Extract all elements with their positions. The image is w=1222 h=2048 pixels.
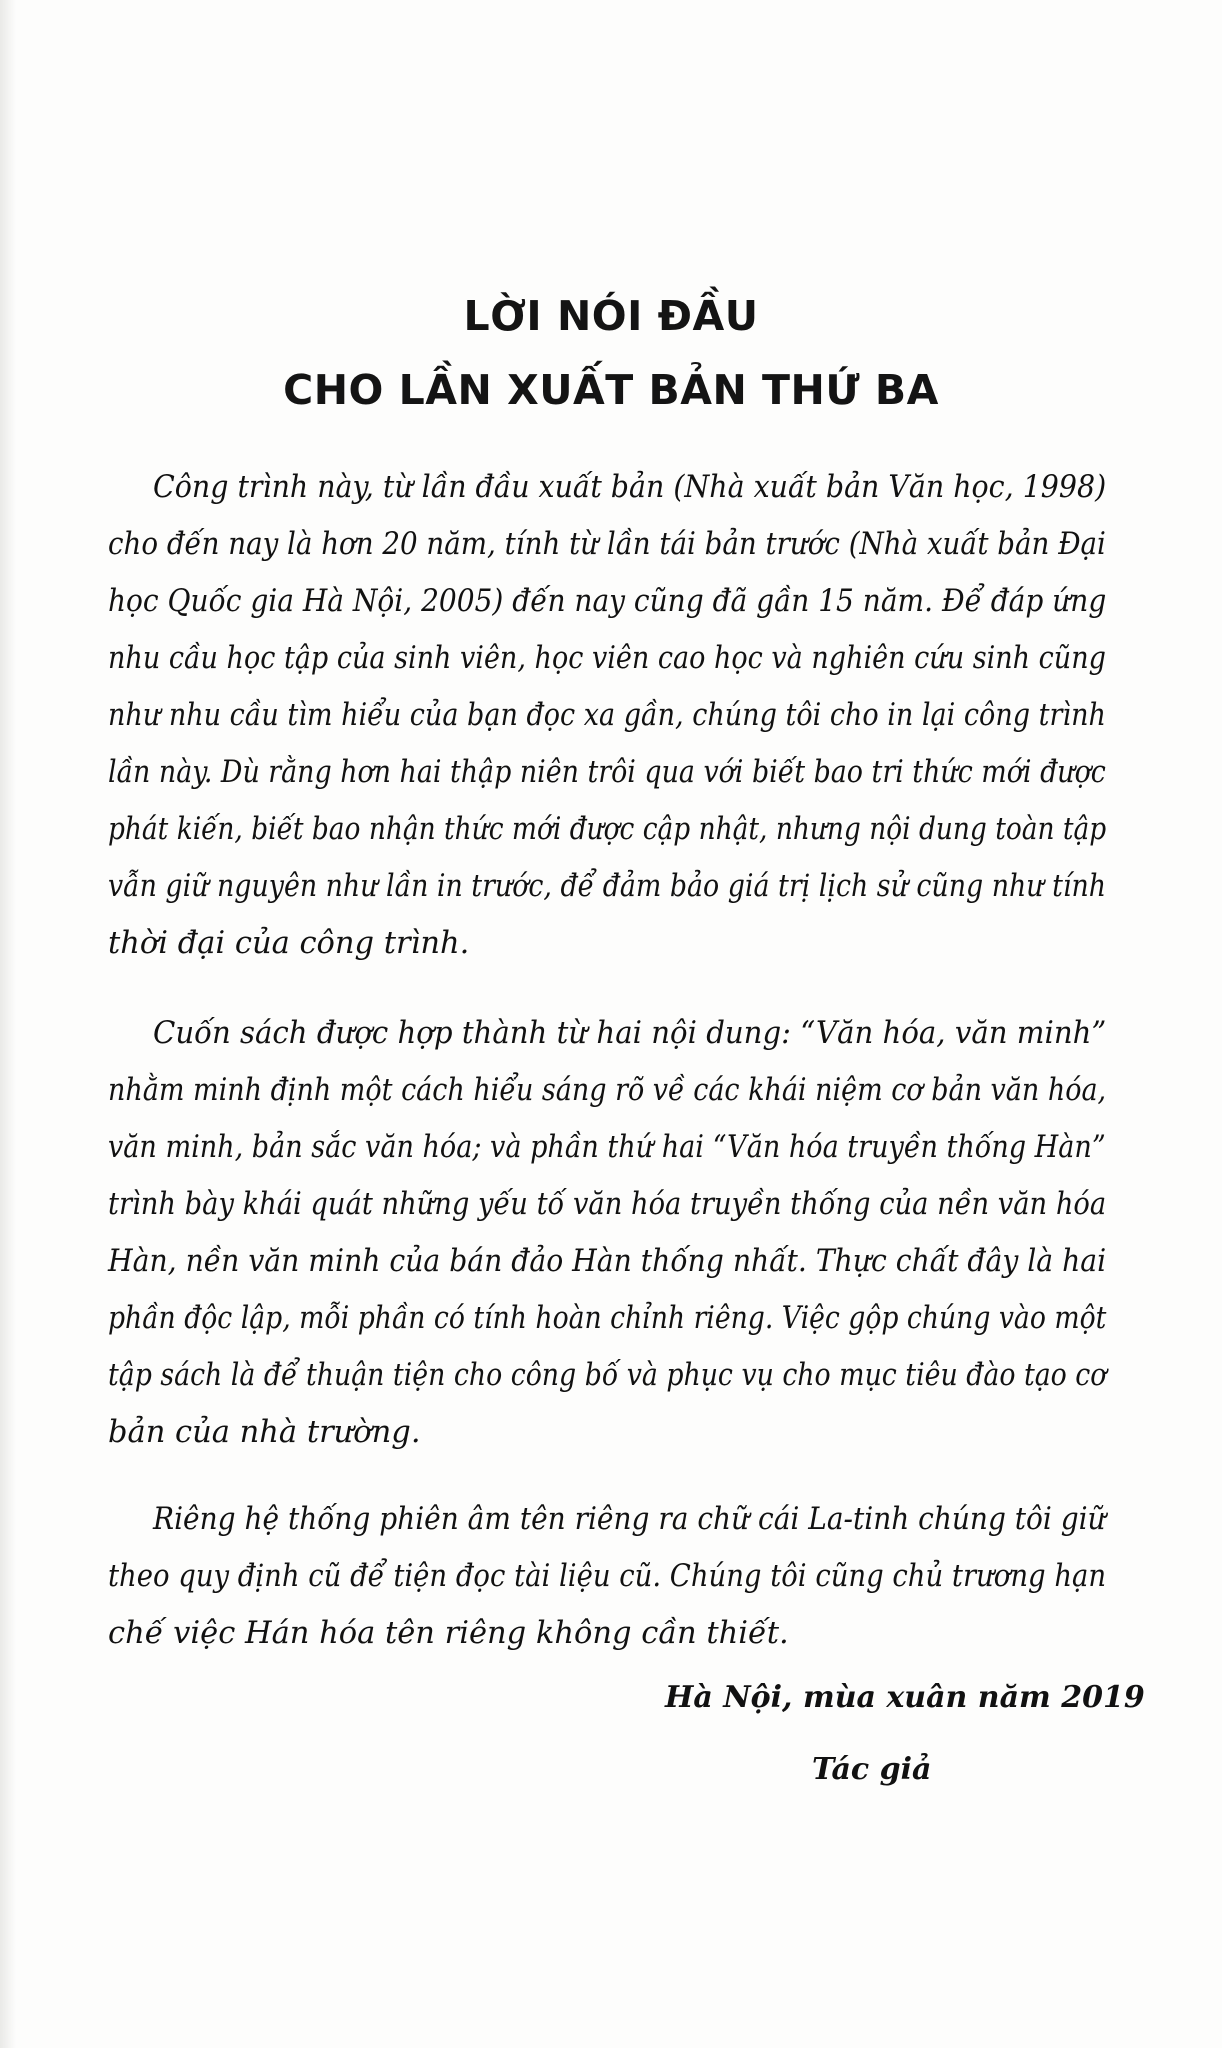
paragraph-line: nhu cầu học tập của sinh viên, học viên cao học và nghiên cứu sinh cũng bbox=[108, 641, 1106, 676]
paragraph-line: thời đại của công trình. bbox=[108, 926, 470, 961]
paragraph-line: cho đến nay là hơn 20 năm, tính từ lần tái bản trước (Nhà xuất bản Đại bbox=[108, 527, 1106, 562]
signature-place-date: Hà Nội, mùa xuân năm 2019 bbox=[665, 1680, 1145, 1715]
paragraph-line: chế việc Hán hóa tên riêng không cần thiết. bbox=[108, 1616, 789, 1651]
paragraph-line: phần độc lập, mỗi phần có tính hoàn chỉnh riêng. Việc gộp chúng vào một bbox=[108, 1301, 1107, 1336]
paragraph-line: Cuốn sách được hợp thành từ hai nội dung: “Văn hóa, văn minh” bbox=[153, 1016, 1107, 1051]
paragraph-line: trình bày khái quát những yếu tố văn hóa truyền thống của nền văn hóa bbox=[108, 1187, 1107, 1222]
heading-line-1: LỜI NÓI ĐẦU bbox=[463, 292, 759, 340]
paragraph-line: Công trình này, từ lần đầu xuất bản (Nhà xuất bản Văn học, 1998) bbox=[153, 470, 1107, 505]
paragraph-line: Riêng hệ thống phiên âm tên riêng ra chữ cái La-tinh chúng tôi giữ bbox=[153, 1502, 1106, 1537]
paragraph-line: nhằm minh định một cách hiểu sáng rõ về các khái niệm cơ bản văn hóa, bbox=[108, 1073, 1107, 1108]
paragraph-line: phát kiến, biết bao nhận thức mới được cập nhật, nhưng nội dung toàn tập bbox=[108, 812, 1107, 847]
paragraph-line: bản của nhà trường. bbox=[108, 1415, 421, 1450]
paragraph-line: theo quy định cũ để tiện đọc tài liệu cũ. Chúng tôi cũng chủ trương hạn bbox=[108, 1559, 1107, 1594]
paragraph-line: vẫn giữ nguyên như lần in trước, để đảm bảo giá trị lịch sử cũng như tính bbox=[108, 869, 1107, 904]
signature-author: Tác giả bbox=[812, 1752, 932, 1787]
paragraph-line: học Quốc gia Hà Nội, 2005) đến nay cũng đã gần 15 năm. Để đáp ứng bbox=[108, 584, 1107, 619]
paragraph-line: Hàn, nền văn minh của bán đảo Hàn thống nhất. Thực chất đây là hai bbox=[108, 1244, 1107, 1279]
paragraph-line: văn minh, bản sắc văn hóa; và phần thứ hai “Văn hóa truyền thống Hàn” bbox=[108, 1130, 1106, 1165]
paragraph-line: như nhu cầu tìm hiểu của bạn đọc xa gần, chúng tôi cho in lại công trình bbox=[108, 698, 1106, 733]
paragraph-line: tập sách là để thuận tiện cho công bố và phục vụ cho mục tiêu đào tạo cơ bbox=[108, 1358, 1107, 1393]
heading-line-2: CHO LẦN XUẤT BẢN THỨ BA bbox=[283, 366, 939, 414]
paragraph-line: lần này. Dù rằng hơn hai thập niên trôi qua với biết bao tri thức mới được bbox=[108, 755, 1106, 790]
